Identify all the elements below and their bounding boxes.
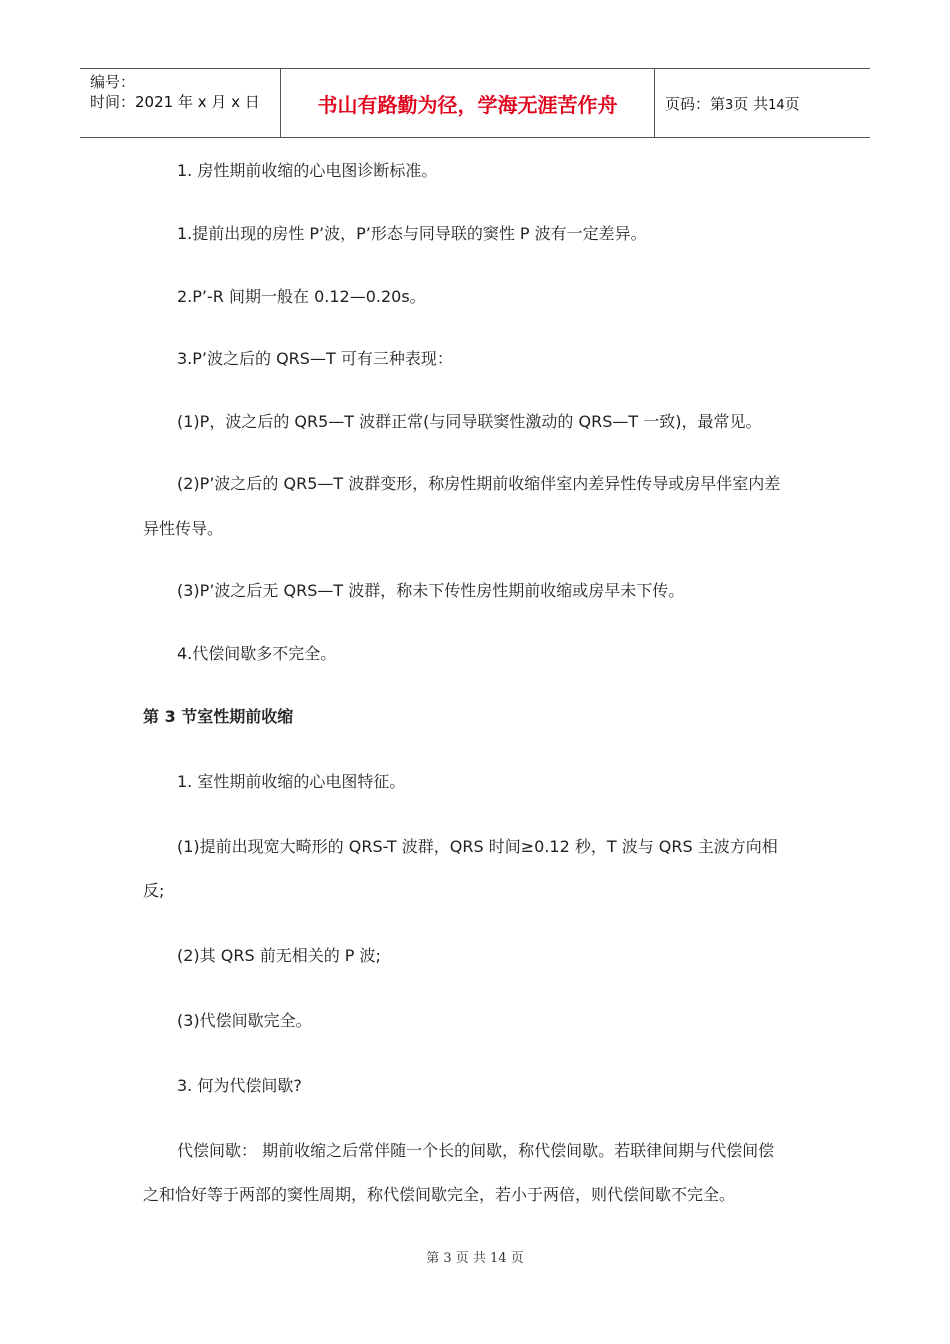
date-line: 时间：2021 年 x 月 x 日 xyxy=(90,93,260,111)
motto: 书山有路勤为径，学海无涯苦作舟 xyxy=(317,93,618,117)
paragraph: 2.P’-R 间期一般在 0.12—0.20s。 xyxy=(177,287,426,306)
page-mid: 页 共 xyxy=(733,95,769,113)
paragraph: (3)P’波之后无 QRS—T 波群，称未下传性房性期前收缩或房早未下传。 xyxy=(177,581,685,600)
paragraph: (2)其 QRS 前无相关的 P 波; xyxy=(177,946,381,965)
paragraph: (1)提前出现宽大畸形的 QRS-T 波群，QRS 时间≥0.12 秒，T 波与 QRS 主波方向相 xyxy=(177,837,778,856)
paragraph: 代偿间歇： 期前收缩之后常伴随一个长的间歇，称代偿间歇。若联律间期与代偿间偿 xyxy=(177,1141,775,1160)
serial-label: 编号： xyxy=(90,73,136,91)
paragraph: 1. 室性期前收缩的心电图特征。 xyxy=(177,772,406,791)
paragraph-continuation: 之和恰好等于两部的窦性周期，称代偿间歇完全，若小于两倍，则代偿间歇不完全。 xyxy=(143,1185,736,1204)
paragraph: (1)P，波之后的 QR5—T 波群正常(与同导联窦性激动的 QRS—T 一致)，最常见。 xyxy=(177,412,762,431)
paragraph-continuation: 反; xyxy=(143,881,165,900)
header-page-cell xyxy=(655,69,870,137)
page-header xyxy=(80,68,870,138)
paragraph: 3.P’波之后的 QRS—T 可有三种表现： xyxy=(177,349,453,368)
paragraph: 4.代偿间歇多不完全。 xyxy=(177,644,337,663)
paragraph: 1. 房性期前收缩的心电图诊断标准。 xyxy=(177,161,438,180)
paragraph-continuation: 异性传导。 xyxy=(143,519,224,538)
page-suffix: 页 xyxy=(784,95,800,113)
page-prefix: 页码：第 xyxy=(665,95,726,113)
header-meta-cell xyxy=(80,69,281,137)
paragraph: (2)P’波之后的 QR5—T 波群变形，称房性期前收缩伴室内差异性传导或房早伴室内差 xyxy=(177,474,781,493)
section-heading: 第 3 节室性期前收缩 xyxy=(143,707,294,726)
page-total: 14 xyxy=(768,98,785,113)
page-footer: 第 3 页 共 14 页 xyxy=(426,1251,524,1266)
paragraph: (3)代偿间歇完全。 xyxy=(177,1011,312,1030)
page-number-info xyxy=(665,93,800,114)
paragraph: 3. 何为代偿间歇? xyxy=(177,1076,302,1095)
paragraph: 1.提前出现的房性 P’波，P’形态与同导联的窦性 P 波有一定差异。 xyxy=(177,224,647,243)
page-current: 3 xyxy=(725,98,734,113)
header-motto-cell xyxy=(281,69,655,137)
